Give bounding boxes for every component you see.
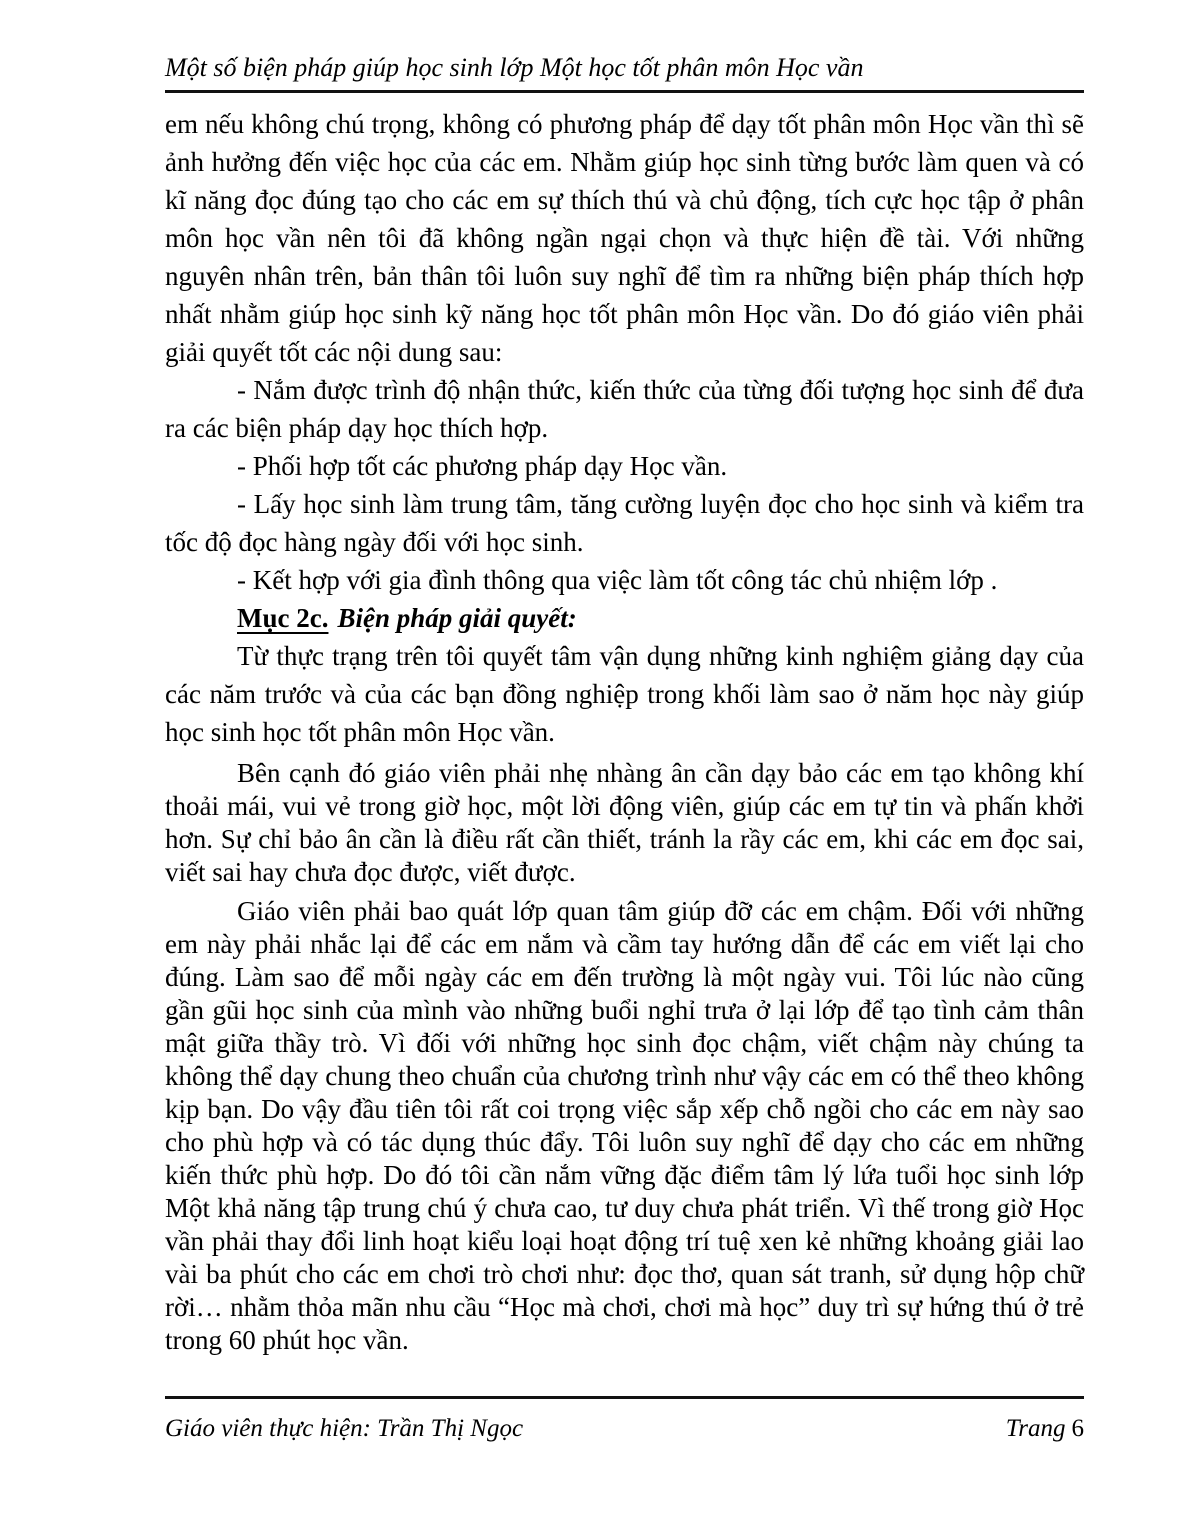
paragraph: Giáo viên phải bao quát lớp quan tâm giúp đỡ các em chậm. Đối với những em này phải nhắc lại để các em nắm và cầm tay hướng dẫn để các em viết lại cho đúng. Làm sao để mỗi ngày các em đến trường là một ngày vui. Tôi lúc nào cũng gần gũi học sinh của mình vào những buổi nghỉ trưa ở lại lớp để tạo tình cảm thân mật giữa thầy trò. Vì đối với những học sinh đọc chậm, viết chậm này chúng ta không thể dạy chung theo chuẩn của chương trình như vậy các em có thể theo không kịp bạn. Do vậy đầu tiên tôi rất coi trọng việc sắp xếp chỗ ngồi cho các em này sao cho phù hợp và có tác dụng thúc đẩy. Tôi luôn suy nghĩ để dạy cho các em những kiến thức phù hợp. Do đó tôi cần nắm vững đặc điểm tâm lý lứa tuổi học sinh lớp Một khả năng tập trung chú ý chưa cao, tư duy chưa phát triển. Vì thế trong giờ Học vần phải thay đổi linh hoạt kiểu loại hoạt động trí tuệ xen kẻ những khoảng giải lao vài ba phút cho các em chơi trò chơi như: đọc thơ, quan sát tranh, sử dụng hộp chữ rời… nhằm thỏa mãn nhu cầu “Học mà chơi, chơi mà học” duy trì sự hứng thú ở trẻ trong 60 phút học vần. [165,896,1084,1356]
running-title: Một số biện pháp giúp học sinh lớp Một học tốt phân môn Học vần [165,53,864,82]
bullet-item: - Phối hợp tốt các phương pháp dạy Học vần. [237,451,728,482]
paragraph: Từ thực trạng trên tôi quyết tâm vận dụng những kinh nghiệm giảng dạy của các năm trước và của các bạn đồng nghiệp trong khối làm sao ở năm học này giúp học sinh học tốt phân môn Học vần. [165,641,1084,748]
bullet-item: - Lấy học sinh làm trung tâm, tăng cường luyện đọc cho học sinh và kiểm tra tốc độ đọc hàng ngày đối với học sinh. [165,489,1084,558]
section-heading [165,599,1084,637]
paragraph-continuation: em nếu không chú trọng, không có phương pháp để dạy tốt phân môn Học vần thì sẽ ảnh hưởng đến việc học của các em. Nhằm giúp học sinh từng bước làm quen và có kĩ năng đọc đúng tạo cho các em sự thích thú và chủ động, tích cực học tập ở phân môn học vần nên tôi đã không ngần ngại chọn và thực hiện đề tài. Với những nguyên nhân trên, bản thân tôi luôn suy nghĩ để tìm ra những biện pháp thích hợp nhất nhằm giúp học sinh kỹ năng học tốt phân môn Học vần. Do đó giáo viên phải giải quyết tốt các nội dung sau: [165,109,1084,368]
footer-page-label: Trang [1005,1415,1066,1442]
section-heading-title: Biện pháp giải quyết: [337,603,577,634]
paragraph: Bên cạnh đó giáo viên phải nhẹ nhàng ân cần dạy bảo các em tạo không khí thoải mái, vui vẻ trong giờ học, một lời động viên, giúp các em tự tin và phấn khởi hơn. Sự chỉ bảo ân cần là điều rất cần thiết, tránh la rầy các em, khi các em đọc sai, viết sai hay chưa đọc được, viết được. [165,758,1084,888]
document-body [0,93,1190,1357]
footer-author: Giáo viên thực hiện: Trần Thị Ngọc [165,1415,524,1442]
footer-page-number: 6 [1071,1415,1084,1442]
bullet-item: - Kết hợp với gia đình thông qua việc làm tốt công tác chủ nhiệm lớp . [237,565,998,596]
page-header [0,0,1190,93]
page-footer [165,1396,1084,1443]
bullet-item: - Nắm được trình độ nhận thức, kiến thức của từng đối tượng học sinh để đưa ra các biện pháp dạy học thích hợp. [165,375,1084,444]
section-heading-label: Mục 2c. [237,603,329,634]
footer-page [1006,1415,1084,1443]
